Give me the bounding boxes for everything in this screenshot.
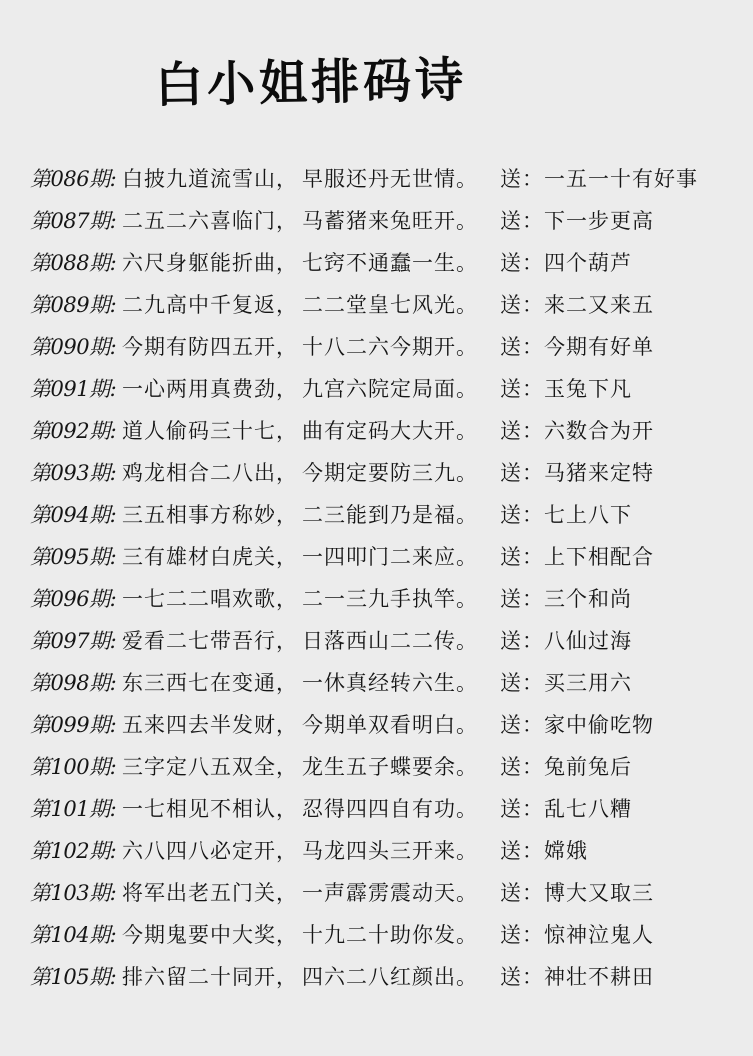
poem-line-1: 爱看二七带吾行，: [122, 629, 298, 653]
tip-text: 送：六数合为开: [500, 419, 654, 443]
issue-number: 第089期:: [30, 293, 117, 317]
issue-number: 第094期:: [30, 503, 117, 527]
issue-number: 第104期:: [30, 923, 117, 947]
poem-row: [30, 666, 745, 708]
poem-line-2: 四六二八红颜出。: [302, 965, 478, 989]
poem-line-1: 排六留二十同开，: [122, 965, 298, 989]
poem-row: [30, 456, 745, 498]
issue-number: 第090期:: [30, 335, 117, 359]
issue-number: 第097期:: [30, 629, 117, 653]
poem-row: [30, 624, 745, 666]
issue-number: 第100期:: [30, 755, 117, 779]
poem-row: [30, 204, 745, 246]
poem-line-2: 一四叩门二来应。: [302, 545, 478, 569]
tip-text: 送：八仙过海: [500, 629, 632, 653]
poem-line-2: 十八二六今期开。: [302, 335, 478, 359]
poem-line-1: 五来四去半发财，: [122, 713, 298, 737]
poem-line-2: 早服还丹无世情。: [302, 167, 478, 191]
poem-row: [30, 708, 745, 750]
issue-number: 第098期:: [30, 671, 117, 695]
poem-line-1: 二九高中千复返，: [122, 293, 298, 317]
poem-row: [30, 918, 745, 960]
issue-number: 第099期:: [30, 713, 117, 737]
issue-number: 第101期:: [30, 797, 117, 821]
poem-line-2: 曲有定码大大开。: [302, 419, 478, 443]
poem-line-1: 二五二六喜临门，: [122, 209, 298, 233]
poem-line-1: 今期有防四五开，: [122, 335, 298, 359]
poem-line-1: 今期鬼要中大奖，: [122, 923, 298, 947]
poem-row: [30, 498, 745, 540]
poem-line-1: 一七二二唱欢歌，: [122, 587, 298, 611]
poem-row: [30, 750, 745, 792]
tip-text: 送：乱七八糟: [500, 797, 632, 821]
poem-line-1: 一心两用真费劲，: [122, 377, 298, 401]
poem-line-1: 六八四八必定开，: [122, 839, 298, 863]
poem-row: [30, 960, 745, 1002]
issue-number: 第086期:: [30, 167, 117, 191]
tip-text: 送：惊神泣鬼人: [500, 923, 654, 947]
poem-row: [30, 792, 745, 834]
poem-row: [30, 414, 745, 456]
issue-number: 第091期:: [30, 377, 117, 401]
tip-text: 送：博大又取三: [500, 881, 654, 905]
poem-line-1: 三字定八五双全，: [122, 755, 298, 779]
issue-number: 第095期:: [30, 545, 117, 569]
poem-row: [30, 372, 745, 414]
poem-line-2: 十九二十助你发。: [302, 923, 478, 947]
poem-line-1: 道人偷码三十七，: [122, 419, 298, 443]
poem-line-2: 龙生五子蝶要余。: [302, 755, 478, 779]
tip-text: 送：今期有好单: [500, 335, 654, 359]
tip-text: 送：来二又来五: [500, 293, 654, 317]
poem-row: [30, 330, 745, 372]
poem-line-2: 二二堂皇七风光。: [302, 293, 478, 317]
tip-text: 送：买三用六: [500, 671, 632, 695]
poem-line-1: 将军出老五门关，: [122, 881, 298, 905]
poem-line-1: 三五相事方称妙，: [122, 503, 298, 527]
tip-text: 送：四个葫芦: [500, 251, 632, 275]
poem-row: [30, 834, 745, 876]
poem-row: [30, 582, 745, 624]
poem-line-1: 六尺身躯能折曲，: [122, 251, 298, 275]
poem-line-1: 一七相见不相认，: [122, 797, 298, 821]
tip-text: 送：下一步更高: [500, 209, 654, 233]
tip-text: 送：玉兔下凡: [500, 377, 632, 401]
tip-text: 送：七上八下: [500, 503, 632, 527]
poem-line-2: 二三能到乃是福。: [302, 503, 478, 527]
issue-number: 第088期:: [30, 251, 117, 275]
issue-number: 第092期:: [30, 419, 117, 443]
poem-line-2: 日落西山二二传。: [302, 629, 478, 653]
issue-number: 第087期:: [30, 209, 117, 233]
poem-row: [30, 162, 745, 204]
poem-row: [30, 540, 745, 582]
tip-text: 送：一五一十有好事: [500, 167, 698, 191]
poem-line-2: 二一三九手执竿。: [302, 587, 478, 611]
tip-text: 送：三个和尚: [500, 587, 632, 611]
issue-number: 第093期:: [30, 461, 117, 485]
tip-text: 送：上下相配合: [500, 545, 654, 569]
issue-number: 第102期:: [30, 839, 117, 863]
poem-line-1: 鸡龙相合二八出，: [122, 461, 298, 485]
poem-line-2: 七窍不通蠢一生。: [302, 251, 478, 275]
poem-line-2: 一声霹雳震动天。: [302, 881, 478, 905]
poem-line-1: 三有雄材白虎关，: [122, 545, 298, 569]
tip-text: 送：嫦娥: [500, 839, 588, 863]
poem-line-2: 今期定要防三九。: [302, 461, 478, 485]
poem-line-2: 马龙四头三开来。: [302, 839, 478, 863]
tip-text: 送：兔前兔后: [500, 755, 632, 779]
issue-number: 第103期:: [30, 881, 117, 905]
poem-row: [30, 246, 745, 288]
poem-row: [30, 288, 745, 330]
issue-number: 第096期:: [30, 587, 117, 611]
poem-list: [30, 162, 745, 1002]
tip-text: 送：神壮不耕田: [500, 965, 654, 989]
poem-line-2: 马蓄猪来兔旺开。: [302, 209, 478, 233]
page-title: 白小姐排码诗: [154, 52, 468, 114]
tip-text: 送：家中偷吃物: [500, 713, 654, 737]
tip-text: 送：马猪来定特: [500, 461, 654, 485]
poem-line-2: 九宫六院定局面。: [302, 377, 478, 401]
poem-row: [30, 876, 745, 918]
poem-line-2: 今期单双看明白。: [302, 713, 478, 737]
issue-number: 第105期:: [30, 965, 117, 989]
poem-line-1: 白披九道流雪山，: [122, 167, 298, 191]
poem-line-1: 东三西七在变通，: [122, 671, 298, 695]
poem-line-2: 忍得四四自有功。: [302, 797, 478, 821]
poem-line-2: 一休真经转六生。: [302, 671, 478, 695]
